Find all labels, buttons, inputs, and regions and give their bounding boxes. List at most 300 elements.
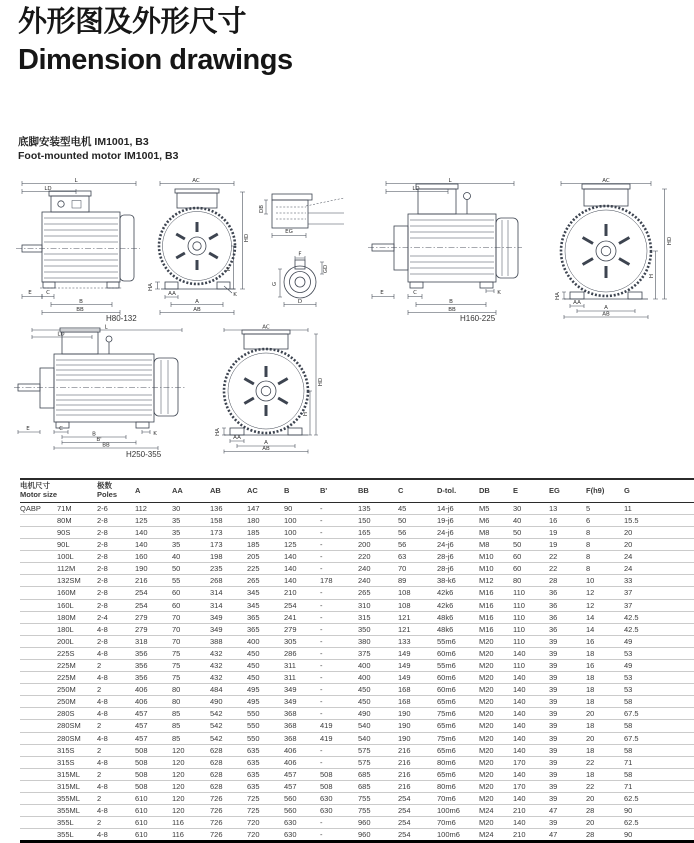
dim-cell: 18	[586, 697, 595, 707]
dim-cell: 168	[398, 685, 411, 695]
dim-cell: 210	[513, 830, 526, 840]
dim-cell: 42k6	[437, 600, 454, 610]
dim-cell: M24	[479, 830, 494, 840]
section-subtitle-chinese: 底脚安装型电机 IM1001, B3	[18, 136, 149, 148]
dim-cell: 136	[210, 503, 223, 513]
dimension-drawing-h80-132	[14, 176, 346, 316]
dim-cell: 610	[135, 794, 148, 803]
dim-cell: 400	[358, 660, 371, 670]
dim-cell: M16	[479, 624, 494, 634]
dim-cell: 110	[513, 660, 525, 670]
dim-cell: 28	[586, 830, 595, 840]
dim-label: HD	[318, 377, 324, 387]
dim-cell: -	[320, 697, 323, 707]
dim-label: B'	[96, 437, 102, 443]
header-dim: C	[398, 485, 404, 495]
dim-cell: 60	[172, 588, 181, 598]
dim-cell: 200	[358, 540, 371, 550]
dim-cell: 60	[172, 600, 181, 610]
header-dim: AA	[172, 485, 183, 495]
dim-cell: 140	[513, 648, 526, 658]
header-dim: DB	[479, 485, 490, 495]
dim-cell: 140	[513, 709, 526, 719]
dim-cell: 110	[513, 624, 525, 634]
dim-cell: 279	[284, 624, 297, 634]
dim-cell: 265	[358, 588, 371, 598]
dim-cell: 11	[624, 503, 632, 513]
table-row	[20, 672, 694, 684]
dim-cell: 100m6	[437, 830, 460, 840]
dim-cell: 60m6	[437, 648, 456, 658]
dim-cell: -	[320, 673, 323, 683]
dim-cell: 140	[284, 576, 297, 586]
dim-cell: 610	[135, 830, 148, 840]
dim-cell: 210	[284, 588, 297, 598]
dim-cell: 110	[513, 600, 525, 610]
dim-cell: 628	[210, 769, 223, 779]
table-row	[20, 793, 694, 805]
header-poles-en: Poles	[97, 490, 118, 500]
dim-label: B	[92, 431, 96, 438]
drawing-caption-h250-355: H250-355	[126, 450, 162, 459]
header-dim: G	[624, 485, 630, 495]
dim-cell: 90	[284, 503, 293, 513]
table-row	[20, 659, 694, 671]
dim-cell: 550	[247, 709, 260, 719]
dim-cell: 39	[549, 769, 558, 779]
dim-cell: 125	[284, 540, 297, 550]
dim-cell: 70	[172, 612, 181, 622]
dim-cell: 225	[247, 564, 260, 574]
dim-cell: 6	[586, 515, 591, 525]
dim-cell: 38-k6	[437, 576, 456, 586]
poles-cell: 2-8	[97, 527, 108, 537]
dim-label: C	[413, 290, 417, 296]
dim-cell: 62.5	[624, 818, 639, 828]
dim-cell: 305	[284, 636, 297, 646]
series-cell	[20, 575, 57, 587]
dim-cell: 314	[210, 588, 223, 598]
dim-cell: 140	[284, 552, 297, 562]
dim-cell: 406	[284, 757, 297, 767]
dim-cell: 158	[210, 515, 223, 525]
dim-cell: M5	[479, 503, 490, 513]
dim-cell: 120	[172, 757, 185, 767]
dim-cell: -	[320, 540, 323, 550]
series-cell	[20, 587, 57, 599]
dim-cell: 20	[586, 709, 595, 719]
dim-label: AC	[192, 178, 200, 184]
dim-cell: 110	[513, 588, 525, 598]
poles-cell: 4-8	[97, 806, 108, 816]
dim-cell: 28	[549, 576, 558, 586]
dim-cell: 185	[247, 540, 260, 550]
dim-cell: 149	[398, 673, 411, 683]
size-cell: 160M	[57, 588, 76, 598]
dim-label: D	[297, 299, 303, 305]
dim-cell: 630	[320, 806, 333, 816]
dim-cell: 39	[549, 745, 558, 755]
dim-cell: 140	[513, 794, 526, 803]
dim-cell: 220	[358, 552, 371, 562]
size-cell: 90L	[57, 540, 70, 550]
dim-cell: 39	[549, 818, 558, 828]
table-row	[20, 587, 694, 599]
dim-cell: 121	[398, 624, 411, 634]
dim-cell: M20	[479, 636, 494, 646]
dim-cell: 13	[549, 503, 558, 513]
dim-cell: 450	[247, 648, 260, 658]
dim-cell: 85	[172, 709, 181, 719]
dim-cell: 8	[586, 527, 591, 537]
header-poles-zh: 极数	[97, 481, 112, 490]
dim-label: LD	[44, 186, 52, 192]
dim-cell: 368	[284, 721, 297, 731]
dim-cell: M20	[479, 745, 494, 755]
dim-cell: 125	[135, 515, 148, 525]
table-row	[20, 744, 694, 756]
dim-cell: 8	[586, 552, 591, 562]
dim-label: AA	[233, 435, 241, 441]
dim-cell: 50	[513, 527, 522, 537]
dim-cell: 388	[210, 636, 223, 646]
dim-label: F	[298, 251, 302, 258]
dim-cell: 39	[549, 685, 558, 695]
dim-cell: 349	[284, 685, 297, 695]
dim-cell: 190	[398, 733, 411, 743]
dim-cell: 190	[135, 564, 148, 574]
poles-cell: 4-8	[97, 781, 108, 791]
dim-cell: 457	[284, 781, 297, 791]
dim-label: BB	[448, 307, 456, 313]
dim-cell: -	[320, 660, 323, 670]
dim-cell: 53	[624, 648, 633, 658]
dim-cell: 450	[358, 685, 371, 695]
header-motor-size-zh: 电机尺寸	[20, 481, 50, 490]
dim-cell: 725	[247, 806, 260, 816]
table-row	[20, 708, 694, 720]
size-cell: 180L	[57, 624, 74, 634]
series-cell	[20, 623, 57, 635]
motor-drawing-svg	[14, 324, 354, 456]
poles-cell: 2-8	[97, 636, 108, 646]
dim-cell: 18	[586, 769, 595, 779]
dim-label: B	[79, 299, 83, 305]
dim-cell: -	[320, 745, 323, 755]
dim-cell: M10	[479, 552, 494, 562]
dim-cell: 22	[549, 564, 558, 574]
dim-cell: 630	[320, 794, 333, 803]
dim-label: HD	[244, 233, 250, 243]
header-dim: D-tol.	[437, 485, 457, 495]
poles-cell: 4-8	[97, 757, 108, 767]
dim-cell: 39	[549, 697, 558, 707]
table-header-row	[20, 479, 694, 502]
dim-cell: 542	[210, 709, 223, 719]
size-cell: 225M	[57, 660, 76, 670]
dim-cell: 635	[247, 745, 260, 755]
dim-cell: 432	[210, 660, 223, 670]
dim-cell: 50	[172, 564, 181, 574]
dim-cell: 37	[624, 600, 633, 610]
dim-cell: 550	[247, 721, 260, 731]
table-row	[20, 502, 694, 514]
dim-label: AA	[168, 291, 176, 297]
dim-cell: 62.5	[624, 794, 639, 803]
dim-cell: M24	[479, 806, 494, 816]
dim-cell: 450	[358, 697, 371, 707]
size-cell: 200L	[57, 636, 74, 646]
table-row	[20, 647, 694, 659]
dim-cell: 457	[135, 709, 148, 719]
dim-cell: M6	[479, 515, 490, 525]
dim-cell: 39	[549, 721, 558, 731]
series-cell	[20, 829, 57, 842]
series-cell	[20, 672, 57, 684]
size-cell: 280SM	[57, 733, 81, 743]
dim-label: HD	[667, 236, 673, 246]
dim-cell: 49	[624, 660, 633, 670]
dim-cell: 168	[398, 697, 411, 707]
dim-cell: 90	[624, 806, 633, 816]
dim-cell: 8	[586, 564, 591, 574]
dim-cell: 39	[549, 660, 558, 670]
dim-cell: 108	[398, 600, 411, 610]
dim-cell: M20	[479, 781, 494, 791]
dim-cell: 24	[624, 552, 633, 562]
header-motor-size	[20, 479, 97, 502]
dim-cell: 406	[135, 697, 148, 707]
series-cell	[20, 756, 57, 768]
dim-cell: 65m6	[437, 697, 456, 707]
size-cell: 80M	[57, 515, 72, 525]
dim-cell: 457	[135, 721, 148, 731]
dim-cell: 286	[284, 648, 297, 658]
dim-cell: 20	[624, 540, 633, 550]
dim-cell: 30	[513, 503, 522, 513]
dim-label: LD	[412, 186, 420, 192]
dim-cell: 508	[135, 781, 148, 791]
dim-cell: 20	[586, 794, 595, 803]
dim-cell: 575	[358, 757, 371, 767]
dim-cell: 432	[210, 648, 223, 658]
dim-cell: -	[320, 685, 323, 695]
table-row	[20, 829, 694, 842]
dim-cell: 112	[135, 503, 147, 513]
dim-cell: 279	[135, 624, 148, 634]
dim-cell: 30	[172, 503, 181, 513]
dim-cell: 36	[549, 624, 558, 634]
dim-cell: 216	[135, 576, 148, 586]
dim-cell: 406	[135, 685, 148, 695]
dim-label: EG	[285, 229, 293, 235]
poles-cell: 2-8	[97, 564, 108, 574]
dim-cell: 39	[549, 794, 558, 803]
dim-cell: 110	[513, 636, 525, 646]
series-cell: QABP	[20, 503, 41, 513]
size-cell: 180M	[57, 612, 76, 622]
dim-cell: 140	[513, 769, 526, 779]
dim-cell: M20	[479, 769, 494, 779]
dim-cell: -	[320, 515, 323, 525]
dim-cell: 35	[172, 515, 181, 525]
dim-label: C	[46, 290, 50, 296]
dim-cell: 16	[586, 636, 595, 646]
dim-cell: 35	[172, 540, 181, 550]
poles-cell: 4-8	[97, 733, 108, 743]
header-dim: B'	[320, 485, 328, 495]
dim-cell: 318	[135, 636, 148, 646]
dim-cell: M20	[479, 818, 494, 828]
dim-cell: -	[320, 709, 323, 719]
dim-cell: 419	[320, 721, 333, 731]
dim-cell: 173	[210, 540, 223, 550]
dim-cell: 484	[210, 685, 223, 695]
dim-cell: 630	[284, 830, 297, 840]
dim-cell: 508	[320, 769, 333, 779]
dim-cell: 120	[172, 781, 185, 791]
dim-label: H	[226, 266, 232, 272]
dim-cell: 190	[398, 709, 411, 719]
dim-cell: 140	[513, 721, 526, 731]
dim-cell: 345	[247, 600, 260, 610]
dim-cell: M16	[479, 612, 494, 622]
dim-cell: 375	[358, 648, 371, 658]
size-cell: 160L	[57, 600, 74, 610]
dim-cell: 755	[358, 806, 371, 816]
dim-cell: 116	[172, 818, 184, 828]
dim-cell: 58	[624, 697, 633, 707]
dim-cell: 380	[358, 636, 371, 646]
dim-cell: 350	[358, 624, 371, 634]
size-cell: 100L	[57, 552, 74, 562]
dim-cell: 75	[172, 660, 181, 670]
dim-cell: -	[320, 503, 323, 513]
dim-cell: M20	[479, 660, 494, 670]
dim-cell: 349	[210, 624, 223, 634]
size-cell: 315ML	[57, 781, 80, 791]
table-row	[20, 696, 694, 708]
dim-cell: 240	[358, 576, 371, 586]
dim-cell: 216	[398, 757, 411, 767]
dim-cell: 16	[549, 515, 558, 525]
dim-cell: 610	[135, 818, 148, 828]
dim-cell: 173	[210, 527, 223, 537]
series-cell	[20, 768, 57, 780]
dim-cell: 110	[513, 612, 525, 622]
dim-cell: 70m6	[437, 818, 456, 828]
dim-cell: 100	[284, 527, 297, 537]
table-row	[20, 780, 694, 792]
dim-cell: 121	[398, 612, 411, 622]
dim-cell: 19-j6	[437, 515, 454, 525]
dim-cell: -	[320, 757, 323, 767]
dim-cell: 12	[586, 600, 595, 610]
dim-cell: 85	[172, 721, 181, 731]
dim-label: LD	[57, 331, 65, 338]
header-dim: A	[135, 485, 141, 495]
dim-cell: 349	[284, 697, 297, 707]
dim-cell: 311	[284, 660, 296, 670]
dim-cell: 80	[172, 685, 181, 695]
dim-cell: 55	[172, 576, 181, 586]
dim-cell: M20	[479, 721, 494, 731]
dim-cell: 345	[247, 588, 260, 598]
drawing-caption-h80-132: H80-132	[106, 314, 137, 323]
dim-cell: 726	[210, 806, 223, 816]
dim-cell: 36	[549, 600, 558, 610]
poles-cell: 4-8	[97, 624, 108, 634]
table-row	[20, 514, 694, 526]
header-dim: AB	[210, 485, 221, 495]
dim-cell: 48k6	[437, 624, 454, 634]
dim-cell: 75	[172, 648, 181, 658]
series-cell	[20, 647, 57, 659]
dim-cell: -	[320, 624, 323, 634]
dim-cell: 150	[358, 515, 371, 525]
dim-cell: M16	[479, 588, 494, 598]
dim-cell: 725	[247, 794, 260, 803]
dim-cell: 254	[398, 794, 411, 803]
poles-cell: 2-8	[97, 576, 108, 586]
dim-cell: 356	[135, 648, 148, 658]
series-cell	[20, 551, 57, 563]
dim-cell: 635	[247, 781, 260, 791]
dim-cell: 39	[549, 648, 558, 658]
dim-cell: 720	[247, 818, 260, 828]
dim-cell: 75m6	[437, 709, 456, 719]
dim-cell: 19	[549, 527, 558, 537]
series-cell	[20, 780, 57, 792]
size-cell: 280S	[57, 709, 75, 719]
dim-cell: M8	[479, 527, 490, 537]
dim-label: AC	[602, 178, 610, 184]
page-title-chinese: 外形图及外形尺寸	[18, 6, 247, 38]
dim-cell: 63	[398, 552, 407, 562]
dim-cell: 120	[172, 806, 185, 816]
dim-cell: 19	[549, 540, 558, 550]
poles-cell: 2-8	[97, 552, 108, 562]
dim-cell: 85	[172, 733, 181, 743]
dim-cell: 108	[398, 588, 411, 598]
dim-cell: 635	[247, 757, 260, 767]
dim-cell: 135	[358, 503, 371, 513]
dim-label: HA	[215, 428, 221, 436]
dim-cell: 18	[586, 721, 595, 731]
dim-cell: 210	[513, 806, 526, 816]
table-row	[20, 563, 694, 575]
dim-label: HA	[555, 292, 561, 300]
size-cell: 71M	[57, 503, 72, 513]
series-cell	[20, 539, 57, 551]
dim-cell: 42.5	[624, 624, 639, 634]
dim-cell: 80m6	[437, 757, 456, 767]
header-poles	[97, 479, 135, 502]
dim-cell: 495	[247, 697, 260, 707]
dim-cell: 58	[624, 721, 633, 731]
dim-cell: 22	[549, 552, 558, 562]
dim-label: GD	[323, 264, 329, 274]
motor-drawing-svg	[14, 176, 346, 316]
poles-cell: 4-8	[97, 648, 108, 658]
dim-cell: 314	[210, 600, 223, 610]
dim-cell: M20	[479, 757, 494, 767]
table-row	[20, 684, 694, 696]
dim-label: AA	[573, 300, 581, 306]
dim-cell: 42.5	[624, 612, 639, 622]
dim-cell: 349	[210, 612, 223, 622]
dim-cell: 14-j6	[437, 503, 454, 513]
